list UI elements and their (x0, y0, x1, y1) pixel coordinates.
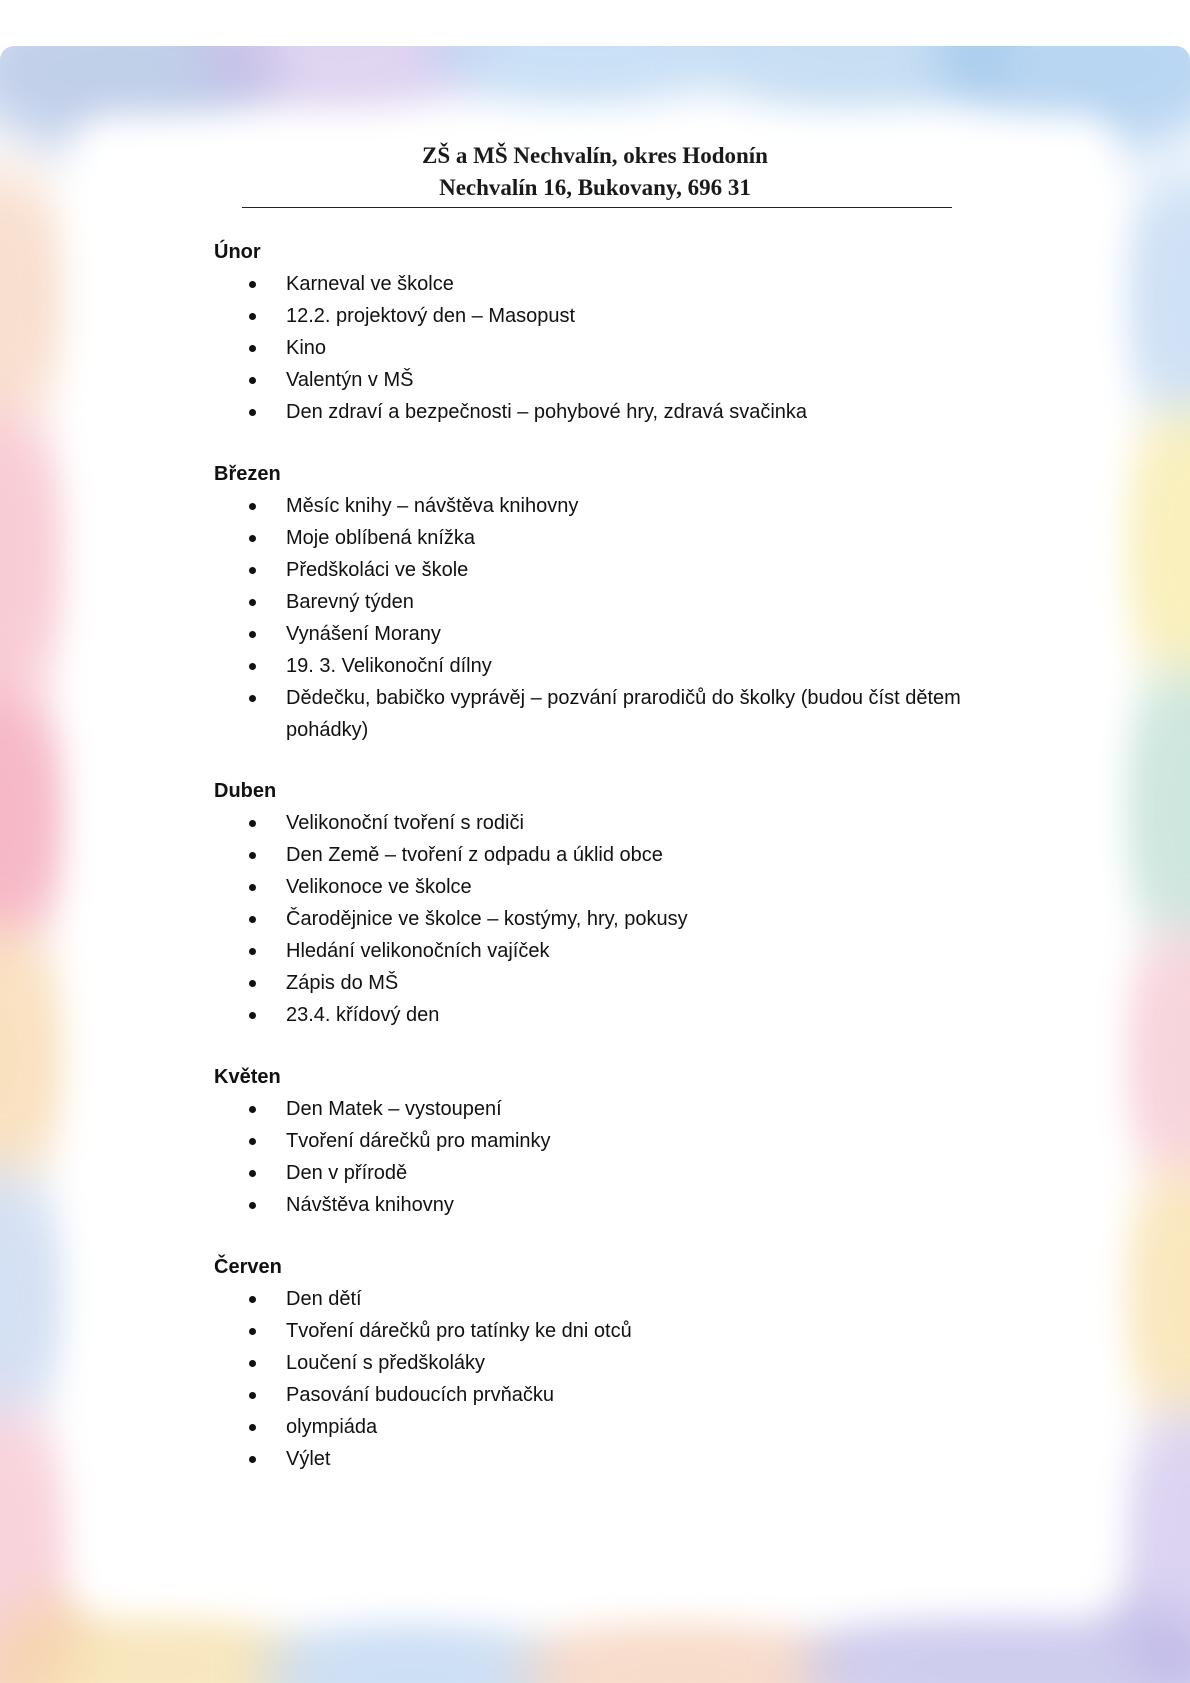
school-header (240, 140, 950, 204)
list-item: Velikonoční tvoření s rodiči (214, 807, 974, 839)
bullet-icon (249, 631, 256, 638)
bullet-icon (249, 695, 256, 702)
list-item: Barevný týden (214, 586, 974, 618)
list-item: Den Matek – vystoupení (214, 1093, 974, 1125)
section-title-duben: Duben (214, 780, 277, 802)
bullet-icon (249, 663, 256, 670)
document-page (0, 46, 1190, 1683)
bullet-icon (249, 1170, 256, 1177)
bullet-icon (249, 1202, 256, 1209)
section-title-kveten: Květen (214, 1066, 281, 1088)
document-content (0, 46, 1190, 1683)
list-item: Pasování budoucích prvňačku (214, 1379, 974, 1411)
list-item: 12.2. projektový den – Masopust (214, 300, 974, 332)
bullet-icon (249, 1360, 256, 1367)
school-address: Nechvalín 16, Bukovany, 696 31 (439, 175, 751, 200)
list-item: Předškoláci ve škole (214, 554, 974, 586)
section-list-cerven (214, 1283, 974, 1475)
list-item: Vynášení Morany (214, 618, 974, 650)
list-item: Den dětí (214, 1283, 974, 1315)
list-item: Hledání velikonočních vajíček (214, 935, 974, 967)
bullet-icon (249, 599, 256, 606)
list-item: Návštěva knihovny (214, 1189, 974, 1221)
bullet-icon (249, 948, 256, 955)
list-item: Měsíc knihy – návštěva knihovny (214, 490, 974, 522)
section-list-unor (214, 268, 974, 428)
section-list-brezen (214, 490, 974, 746)
section-title-cerven: Červen (214, 1256, 282, 1278)
bullet-icon (249, 1138, 256, 1145)
bullet-icon (249, 1456, 256, 1463)
bullet-icon (249, 820, 256, 827)
section-title-brezen: Březen (214, 463, 281, 485)
bullet-icon (249, 980, 256, 987)
list-item: Kino (214, 332, 974, 364)
bullet-icon (249, 409, 256, 416)
school-name: ZŠ a MŠ Nechvalín, okres Hodonín (422, 143, 768, 168)
bullet-icon (249, 567, 256, 574)
list-item: Zápis do MŠ (214, 967, 974, 999)
list-item: Den zdraví a bezpečnosti – pohybové hry, zdravá svačinka (214, 396, 974, 428)
bullet-icon (249, 1296, 256, 1303)
bullet-icon (249, 503, 256, 510)
bullet-icon (249, 916, 256, 923)
section-list-kveten (214, 1093, 974, 1221)
bullet-icon (249, 281, 256, 288)
bullet-icon (249, 1392, 256, 1399)
list-item: Moje oblíbená knížka (214, 522, 974, 554)
list-item: Tvoření dárečků pro maminky (214, 1125, 974, 1157)
section-title-unor: Únor (214, 241, 261, 263)
list-item: Čarodějnice ve školce – kostýmy, hry, pokusy (214, 903, 974, 935)
list-item: Výlet (214, 1443, 974, 1475)
bullet-icon (249, 884, 256, 891)
section-list-duben (214, 807, 974, 1031)
bullet-icon (249, 345, 256, 352)
list-item: Karneval ve školce (214, 268, 974, 300)
list-item: 23.4. křídový den (214, 999, 974, 1031)
bullet-icon (249, 852, 256, 859)
header-rule (242, 207, 952, 208)
list-item: Den v přírodě (214, 1157, 974, 1189)
list-item: 19. 3. Velikonoční dílny (214, 650, 974, 682)
bullet-icon (249, 377, 256, 384)
list-item: Valentýn v MŠ (214, 364, 974, 396)
bullet-icon (249, 1328, 256, 1335)
bullet-icon (249, 535, 256, 542)
bullet-icon (249, 1012, 256, 1019)
bullet-icon (249, 1106, 256, 1113)
bullet-icon (249, 1424, 256, 1431)
list-item: olympiáda (214, 1411, 974, 1443)
list-item: Dědečku, babičko vyprávěj – pozvání prarodičů do školky (budou číst dětem pohádky) (214, 682, 974, 746)
list-item: Velikonoce ve školce (214, 871, 974, 903)
list-item: Loučení s předškoláky (214, 1347, 974, 1379)
list-item: Tvoření dárečků pro tatínky ke dni otců (214, 1315, 974, 1347)
list-item: Den Země – tvoření z odpadu a úklid obce (214, 839, 974, 871)
bullet-icon (249, 313, 256, 320)
